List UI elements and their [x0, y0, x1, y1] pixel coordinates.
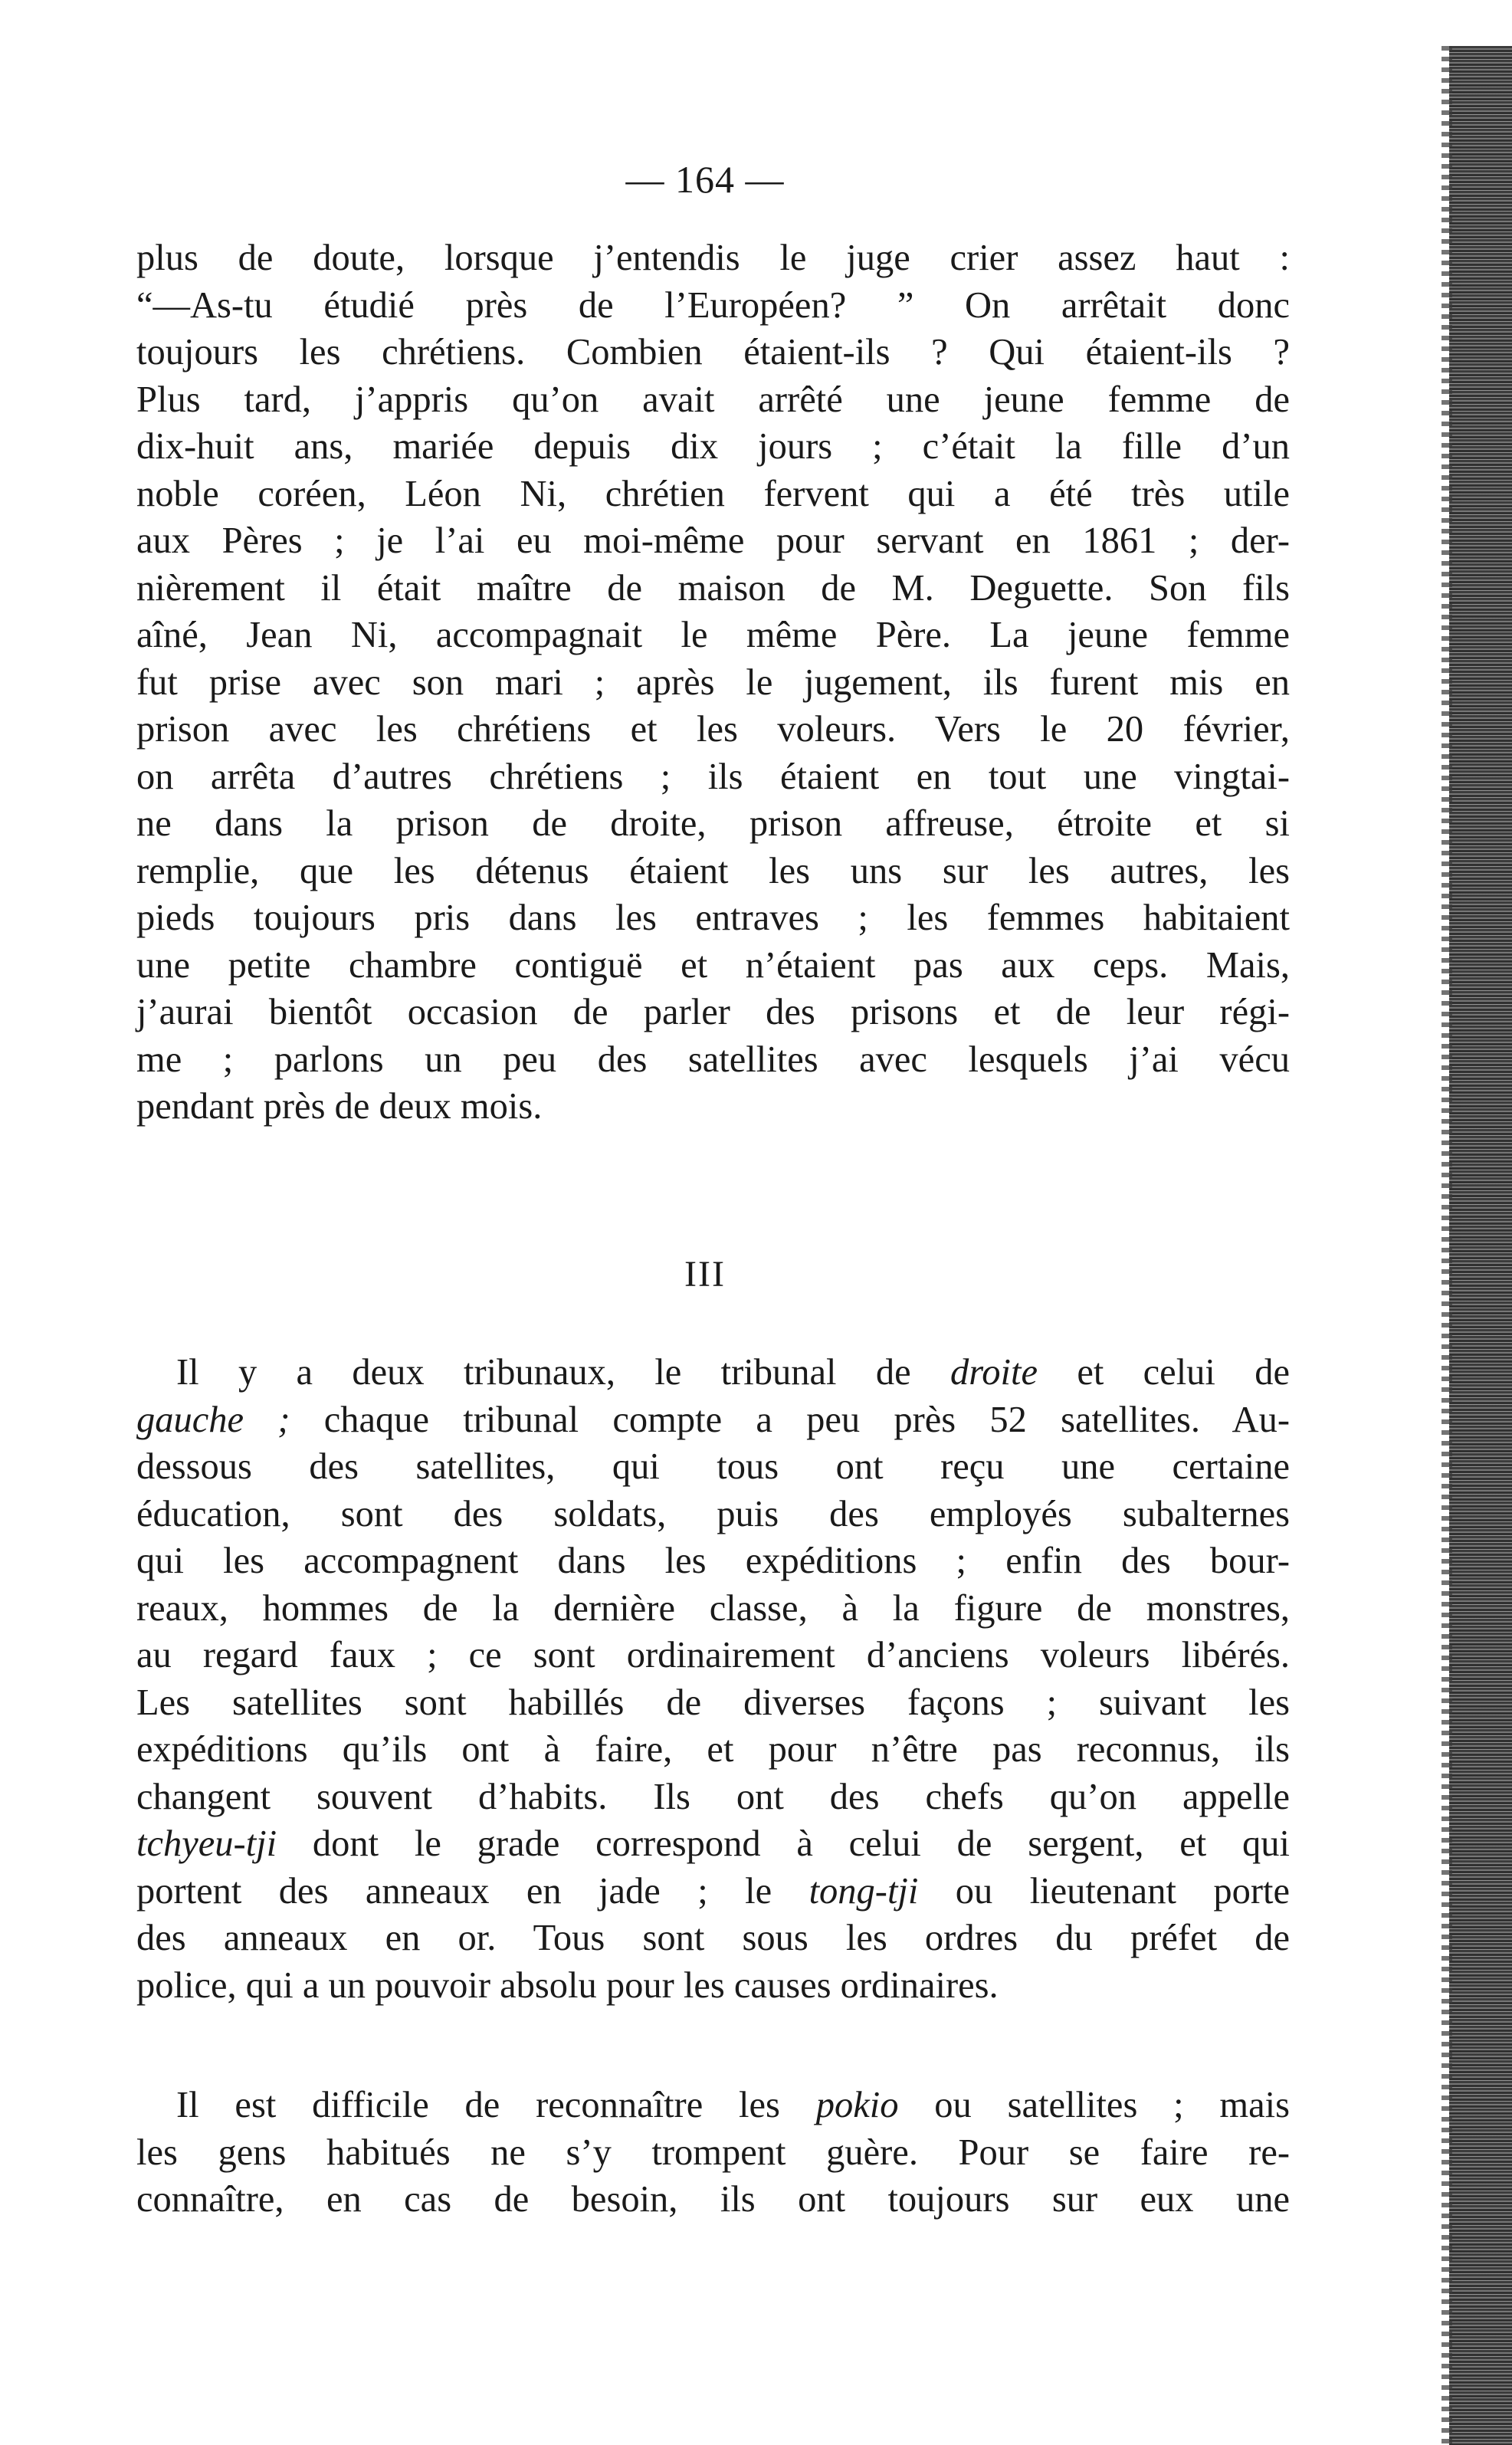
- text-line: éducation, sont des soldats, puis des employés subalternes: [136, 1493, 1290, 1534]
- text-line: [136, 1349, 1290, 1396]
- text-line: une petite chambre contiguë et n’étaient pas aux ceps. Mais,: [136, 944, 1290, 986]
- text-line: Les satellites sont habillés de diverses façons ; suivant les: [136, 1682, 1290, 1723]
- text-line: [136, 1820, 1290, 1868]
- text-run: ou lieutenant porte: [918, 1870, 1291, 1912]
- text-line: reaux, hommes de la dernière classe, à la figure de monstres,: [136, 1587, 1290, 1629]
- text-line: Plus tard, j’appris qu’on avait arrêté une jeune femme de: [136, 379, 1290, 420]
- text-line: on arrêta d’autres chrétiens ; ils étaient en tout une vingtai-: [136, 756, 1290, 797]
- text-run: dont le grade correspond à celui de sergent, et qui: [277, 1823, 1290, 1864]
- text-line: [136, 2082, 1290, 2129]
- text-run: Il est difficile de reconnaître les: [176, 2085, 816, 2125]
- text-line: me ; parlons un peu des satellites avec lesquels j’ai vécu: [136, 1039, 1290, 1080]
- text-run: et celui de: [1038, 1352, 1291, 1393]
- paragraph-3: [136, 2082, 1290, 2223]
- text-line: aux Pères ; je l’ai eu moi-même pour servant en 1861 ; der-: [136, 520, 1290, 561]
- text-line: les gens habitués ne s’y trompent guère. Pour se faire re-: [136, 2132, 1290, 2173]
- italic-term: gauche ;: [136, 1399, 290, 1440]
- scanned-page-edge: [1449, 46, 1512, 2445]
- italic-term: droite: [950, 1352, 1038, 1393]
- text-line: prison avec les chrétiens et les voleurs. Vers le 20 février,: [136, 709, 1290, 750]
- paragraph-1: [136, 235, 1290, 1131]
- text-line: expéditions qu’ils ont à faire, et pour n’être pas reconnus, ils: [136, 1729, 1290, 1770]
- paragraph-2: [136, 1349, 1290, 2009]
- section-heading: III: [684, 1254, 726, 1295]
- text-line: “—As-tu étudié près de l’Européen? ” On arrêtait donc: [136, 284, 1290, 326]
- text-line: dessous des satellites, qui tous ont reçu une certaine: [136, 1446, 1290, 1487]
- text-line: au regard faux ; ce sont ordinairement d’anciens voleurs libérés.: [136, 1635, 1290, 1675]
- text-line: aîné, Jean Ni, accompagnait le même Père. La jeune femme: [136, 615, 1290, 655]
- text-line: nièrement il était maître de maison de M. Deguette. Son fils: [136, 567, 1290, 609]
- page-number: — 164 —: [625, 158, 785, 201]
- italic-term: pokio: [815, 2085, 899, 2125]
- text-line: police, qui a un pouvoir absolu pour les causes ordinaires.: [136, 1964, 999, 2006]
- text-line: noble coréen, Léon Ni, chrétien fervent qui a été très utile: [136, 473, 1290, 514]
- text-line: pendant près de deux mois.: [136, 1086, 543, 1127]
- text-line: ne dans la prison de droite, prison affreuse, étroite et si: [136, 803, 1290, 844]
- text-line: [136, 1868, 1290, 1915]
- text-line: qui les accompagnent dans les expéditions ; enfin des bour-: [136, 1541, 1290, 1581]
- text-run: Il y a deux tribunaux, le tribunal de: [176, 1352, 950, 1393]
- text-line: changent souvent d’habits. Ils ont des chefs qu’on appelle: [136, 1776, 1290, 1817]
- text-line: pieds toujours pris dans les entraves ; les femmes habitaient: [136, 898, 1290, 938]
- italic-term: tchyeu-tji: [136, 1823, 277, 1864]
- text-line: plus de doute, lorsque j’entendis le juge crier assez haut :: [136, 238, 1290, 278]
- text-run: chaque tribunal compte a peu près 52 satellites. Au-: [290, 1399, 1290, 1440]
- text-line: remplie, que les détenus étaient les uns sur les autres, les: [136, 850, 1290, 891]
- text-line: connaître, en cas de besoin, ils ont toujours sur eux une: [136, 2179, 1290, 2220]
- text-line: [136, 1396, 1290, 1444]
- text-line: j’aurai bientôt occasion de parler des prisons et de leur régi-: [136, 992, 1290, 1032]
- text-run: portent des anneaux en jade ; le: [136, 1870, 809, 1912]
- text-line: dix-huit ans, mariée depuis dix jours ; c’était la fille d’un: [136, 426, 1290, 467]
- text-line: fut prise avec son mari ; après le jugement, ils furent mis en: [136, 661, 1290, 703]
- italic-term: tong-tji: [808, 1870, 919, 1912]
- text-line: toujours les chrétiens. Combien étaient-ils ? Qui étaient-ils ?: [136, 332, 1290, 372]
- text-line: des anneaux en or. Tous sont sous les ordres du préfet de: [136, 1918, 1290, 1958]
- text-run: ou satellites ; mais: [898, 2085, 1291, 2125]
